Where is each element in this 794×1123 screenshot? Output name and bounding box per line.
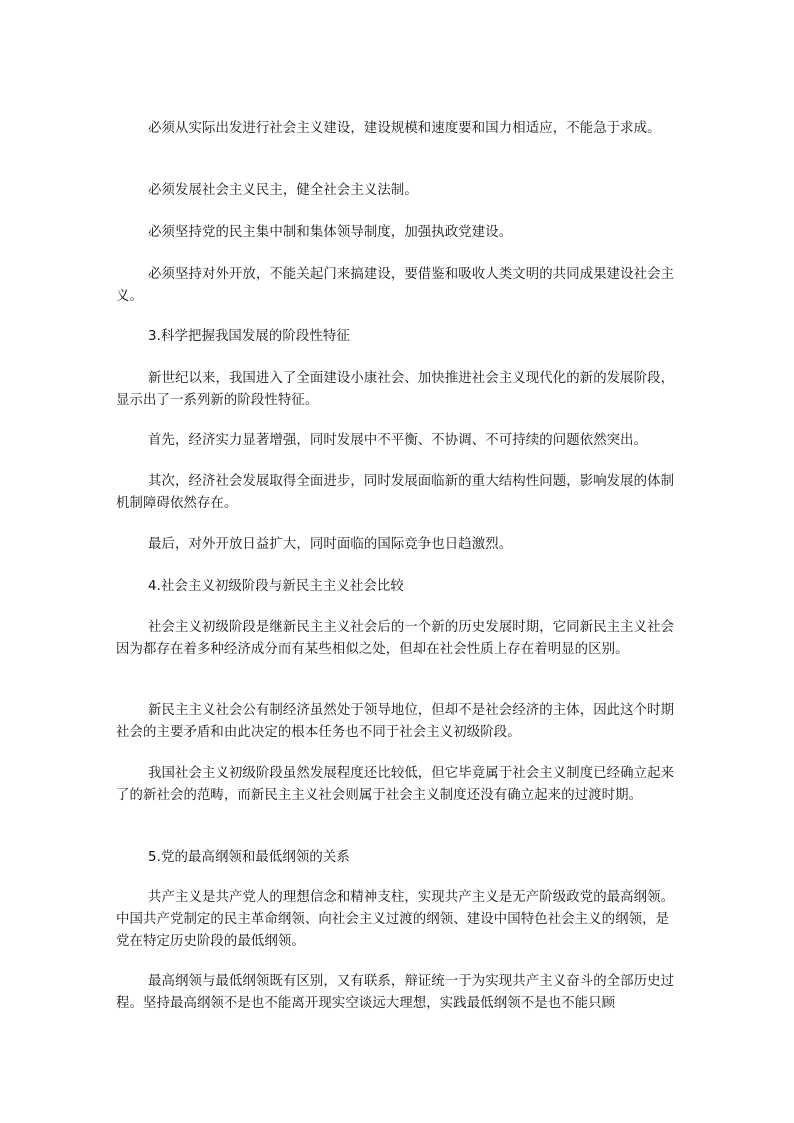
paragraph-primary-stage-category: 我国社会主义初级阶段虽然发展程度还比较低，但它毕竟属于社会主义制度已经确立起来了的新社会的范畴，而新民主主义社会则属于社会主义制度还没有确立起来的过渡时期。: [116, 766, 675, 803]
paragraph-new-democratic-society: 新民主主义社会公有制经济虽然处于领导地位，但却不是社会经济的主体，因此这个时期社会的主要矛盾和由此决定的根本任务也不同于社会主义初级阶段。: [116, 703, 675, 740]
paragraph-communism-ideal: 共产主义是共产党人的理想信念和精神支柱，实现共产主义是无产阶级政党的最高纲领。中国共产党制定的民主革命纲领、向社会主义过渡的纲领、建设中国特色社会主义的纲领，是党在特定历史阶段的最低纲领。: [116, 890, 675, 949]
paragraph-practical-construction: 必须从实际出发进行社会主义建设，建设规模和速度要和国力相适应，不能急于求成。: [148, 121, 661, 136]
paragraph-first: 首先，经济实力显著增强，同时发展中不平衡、不协调、不可持续的问题依然突出。: [148, 433, 648, 448]
paragraph-new-century: 新世纪以来，我国进入了全面建设小康社会、加快推进社会主义现代化的新的发展阶段，显示出了一系列新的阶段性特征。: [116, 371, 675, 408]
paragraph-opening-up: 必须坚持对外开放，不能关起门来搞建设，要借鉴和吸收人类文明的共同成果建设社会主义。: [116, 267, 675, 304]
section-heading-5: 5.党的最高纲领和最低纲领的关系: [148, 850, 350, 865]
paragraph-program-relation: 最高纲领与最低纲领既有区别，又有联系，辩证统一于为实现共产主义奋斗的全部历史过程。坚持最高纲领不是也不能离开现实空谈远大理想，实践最低纲领不是也不能只顾: [116, 974, 675, 1011]
paragraph-socialist-democracy: 必须发展社会主义民主，健全社会主义法制。: [148, 183, 418, 198]
paragraph-democratic-centralism: 必须坚持党的民主集中制和集体领导制度，加强执政党建设。: [148, 225, 513, 240]
paragraph-last: 最后，对外开放日益扩大，同时面临的国际竞争也日趋激烈。: [148, 537, 513, 552]
paragraph-second: 其次，经济社会发展取得全面进步，同时发展面临新的重大结构性问题，影响发展的体制机制障碍依然存在。: [116, 474, 675, 511]
paragraph-primary-stage-comparison: 社会主义初级阶段是继新民主主义社会后的一个新的历史发展时期，它同新民主主义社会因为都存在着多种经济成分而有某些相似之处，但却在社会性质上存在着明显的区别。: [116, 620, 675, 657]
section-heading-3: 3.科学把握我国发展的阶段性特征: [148, 329, 350, 344]
section-heading-4: 4.社会主义初级阶段与新民主主义社会比较: [148, 579, 404, 594]
